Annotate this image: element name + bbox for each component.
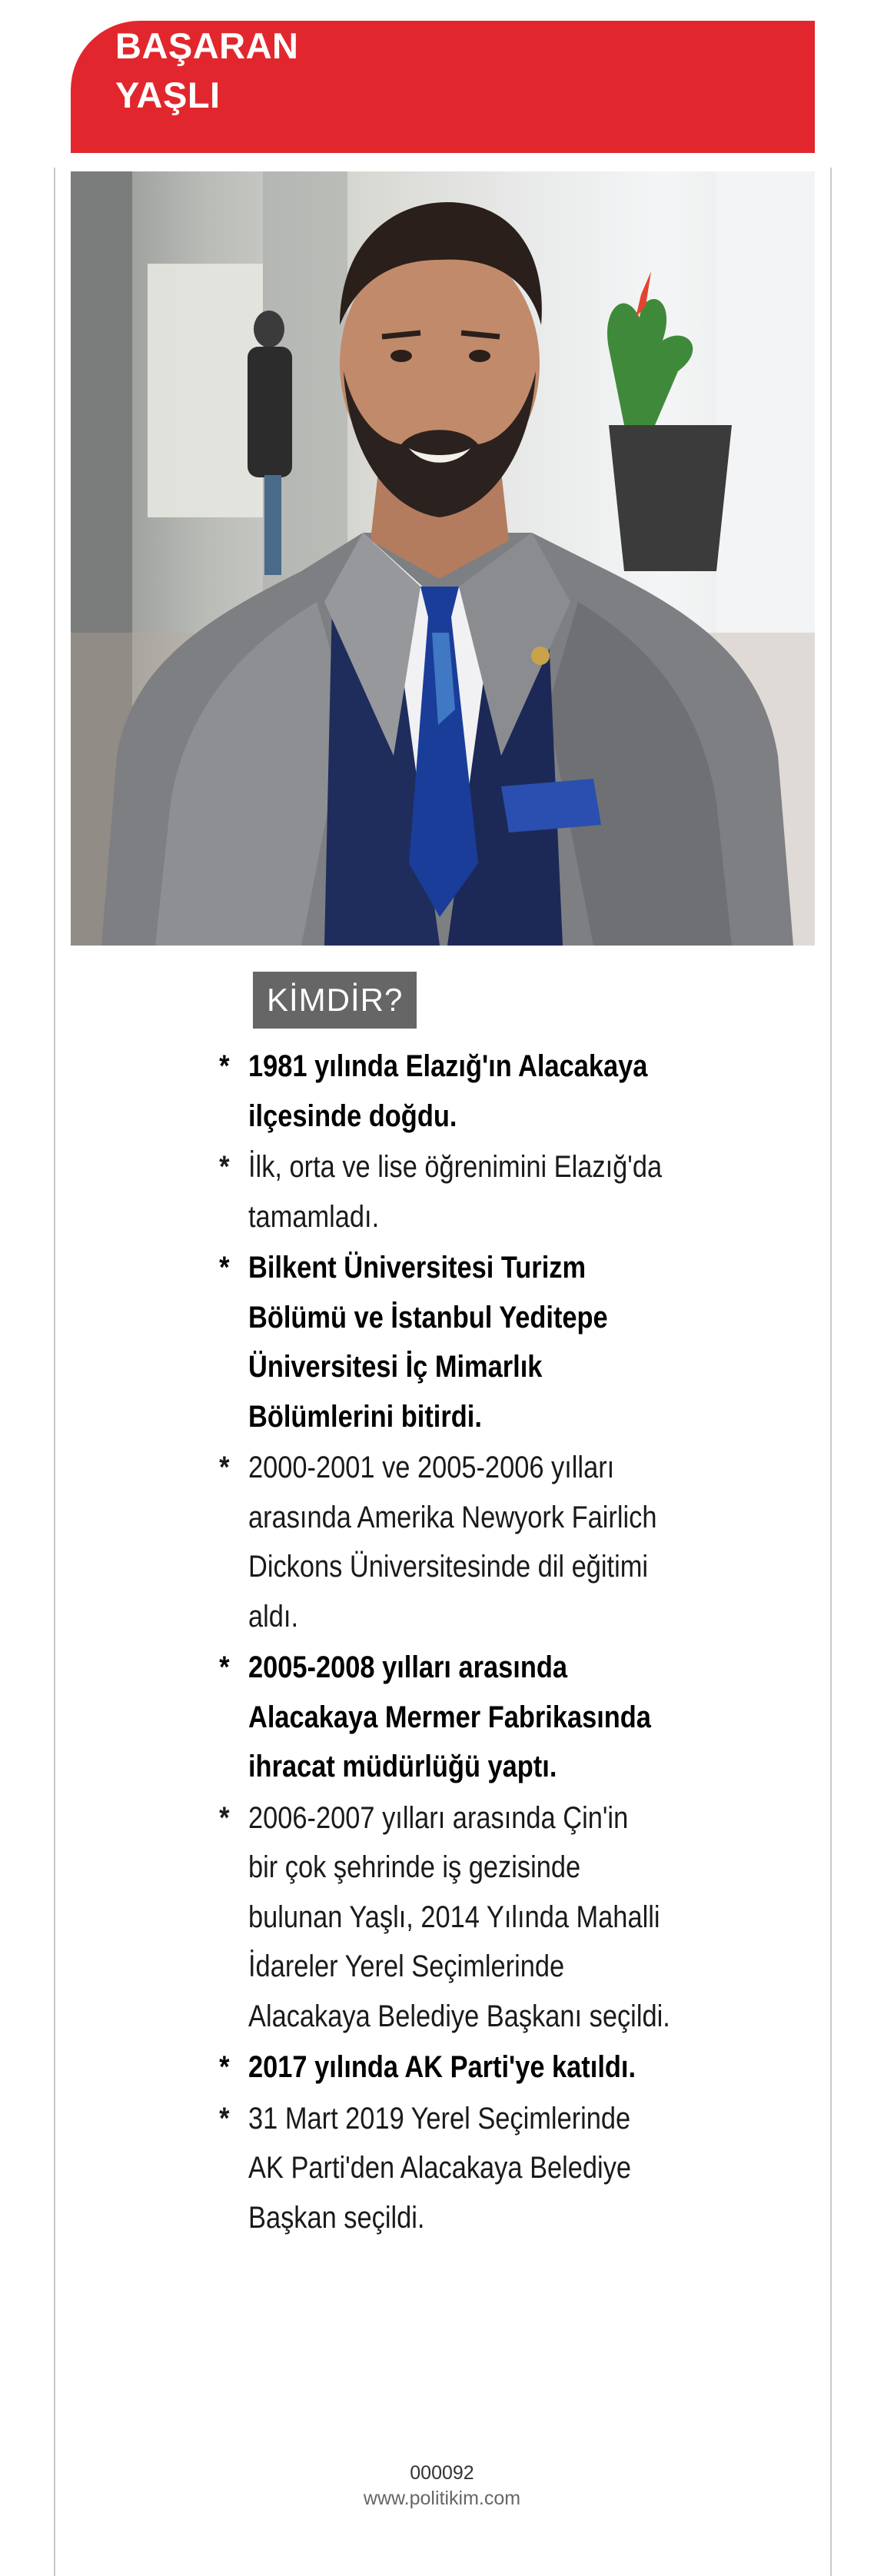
name-line-1: BAŞARAN <box>115 25 299 66</box>
portrait-illustration <box>71 171 815 946</box>
bio-item-export <box>215 1643 830 1792</box>
right-rule <box>830 168 832 2576</box>
bullet-asterisk: * <box>219 1049 230 1083</box>
footer <box>0 2460 884 2511</box>
bio-text: 2017 yılında AK Parti'ye katıldı. <box>248 2050 636 2084</box>
footer-url[interactable]: www.politikim.com <box>363 2488 521 2509</box>
bio-text: 1981 yılında Elazığ'ın Alacakaya ilçesinde doğdu. <box>248 1049 648 1133</box>
section-badge: KİMDİR? <box>253 972 417 1029</box>
footer-code: 000092 <box>410 2462 474 2484</box>
biography-list <box>215 1042 799 2244</box>
bio-text: 2000-2001 ve 2005-2006 yılları arasında Amerika Newyork Fairlich Dickons Üniversitesinde dil eğitimi aldı. <box>248 1451 657 1634</box>
left-rule <box>54 168 55 2576</box>
bio-item-mayor-2014 <box>215 1793 830 2042</box>
bullet-asterisk: * <box>219 2101 230 2136</box>
bio-text: 31 Mart 2019 Yerel Seçimlerinde AK Parti'den Alacakaya Belediye Başkan seçildi. <box>248 2101 632 2235</box>
bio-text: 2006-2007 yılları arasında Çin'in bir çok şehrinde iş gezisinde bulunan Yaşlı, 2014 Yılında Mahalli İdareler Yerel Seçimlerinde Alacakaya Belediye Başkanı seçildi. <box>248 1800 670 2033</box>
bullet-asterisk: * <box>219 1800 230 1835</box>
bio-text: İlk, orta ve lise öğrenimini Elazığ'da tamamladı. <box>248 1150 663 1234</box>
bullet-asterisk: * <box>219 1251 230 1285</box>
bio-text: 2005-2008 yılları arasında Alacakaya Mermer Fabrikasında ihracat müdürlüğü yaptı. <box>248 1650 651 1783</box>
name-line-2: YAŞLI <box>115 75 221 115</box>
bio-item-university <box>215 1243 830 1441</box>
portrait-photo <box>71 171 815 946</box>
bio-item-birth <box>215 1042 830 1141</box>
bullet-asterisk: * <box>219 1150 230 1184</box>
bio-item-mayor-2019 <box>215 2094 830 2243</box>
bio-item-schooling <box>215 1142 830 1241</box>
person-name <box>115 22 299 120</box>
bio-item-language <box>215 1443 830 1641</box>
bio-text: Bilkent Üniversitesi Turizm Bölümü ve İstanbul Yeditepe Üniversitesi İç Mimarlık Bölümlerini bitirdi. <box>248 1251 608 1434</box>
bullet-asterisk: * <box>219 1451 230 1484</box>
bullet-asterisk: * <box>219 2050 230 2084</box>
bullet-asterisk: * <box>219 1650 230 1684</box>
bio-item-party <box>215 2043 830 2092</box>
